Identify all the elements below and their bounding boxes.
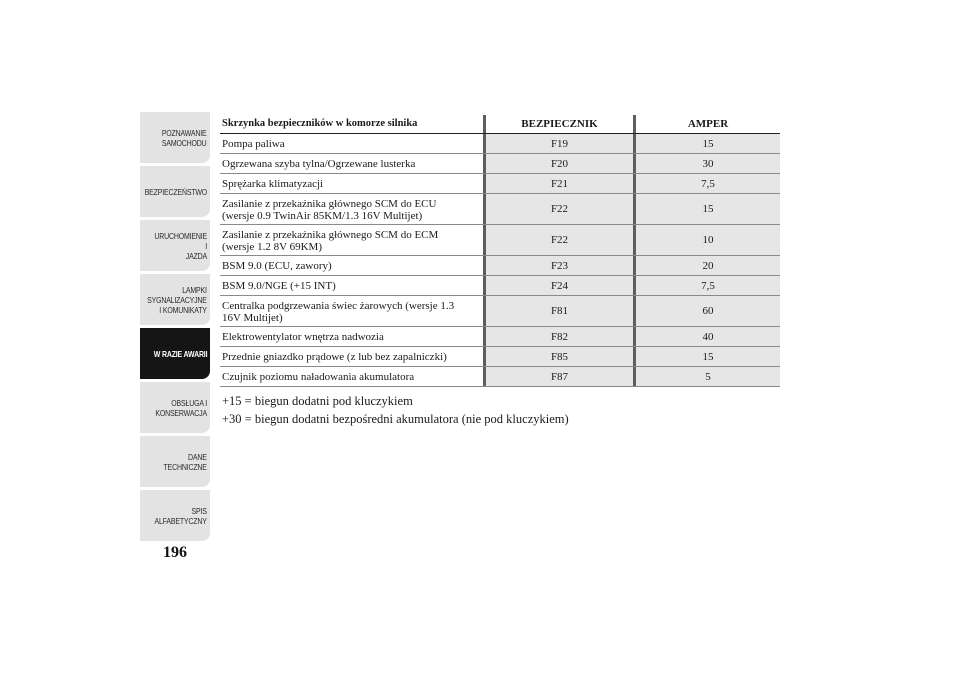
fuse-table [220,115,780,387]
row-name: BSM 9.0/NGE (+15 INT) [222,280,336,292]
row-amp: 7,5 [633,174,780,193]
table-row [220,174,780,194]
row-name: BSM 9.0 (ECU, zawory) [222,260,332,272]
row-fuse: F87 [483,367,633,386]
table-header-row [220,115,780,134]
row-fuse: F21 [483,174,633,193]
table-row [220,154,780,174]
row-name: Centralka podgrzewania świec żarowych (wersje 1.3 16V Multijet) [222,299,455,324]
header-fuse-box: Skrzynka bezpieczników w komorze silnika [220,115,483,133]
tab-uruchomienie-i-jazda[interactable]: URUCHOMIENIE I JAZDA [140,220,210,271]
tab-dane-techniczne[interactable]: DANE TECHNICZNE [140,436,210,487]
row-name: Sprężarka klimatyzacji [222,178,324,190]
row-name: Zasilanie z przekaźnika głównego SCM do ECU (wersje 0.9 TwinAir 85KM/1.3 16V Multijet) [222,197,437,222]
row-fuse: F81 [483,296,633,326]
row-fuse: F19 [483,134,633,153]
row-fuse: F22 [483,225,633,255]
row-fuse: F85 [483,347,633,366]
tab-obsluga-i-konserwacja[interactable]: OBSŁUGA I KONSERWACJA [140,382,210,433]
table-row [220,194,780,225]
tab-poznawanie-samochodu[interactable]: POZNAWANIE SAMOCHODU [140,112,210,163]
note-plus15: +15 = biegun dodatni pod kluczykiem [222,394,413,408]
note-plus30: +30 = biegun dodatni bezpośredni akumulatora (nie pod kluczykiem) [222,412,569,426]
table-row [220,347,780,367]
row-amp: 60 [633,296,780,326]
row-name: Pompa paliwa [222,138,285,150]
page-number: 196 [163,544,187,561]
legend-notes [222,392,569,428]
row-amp: 10 [633,225,780,255]
row-amp: 5 [633,367,780,386]
row-name: Zasilanie z przekaźnika głównego SCM do ECM (wersje 1.2 8V 69KM) [222,228,439,253]
tab-spis-alfabetyczny[interactable]: SPIS ALFABETYCZNY [140,490,210,541]
chapter-tabs [140,112,210,544]
row-fuse: F82 [483,327,633,346]
row-name: Czujnik poziomu naładowania akumulatora [222,371,415,383]
tab-bezpieczenstwo[interactable]: BEZPIECZEŃSTWO [140,166,210,217]
tab-w-razie-awarii[interactable]: W RAZIE AWARII [140,328,210,379]
row-name: Przednie gniazdko prądowe (z lub bez zapalniczki) [222,351,447,363]
row-name: Elektrowentylator wnętrza nadwozia [222,331,384,343]
table-row [220,225,780,256]
table-row [220,327,780,347]
row-fuse: F23 [483,256,633,275]
row-amp: 15 [633,134,780,153]
table-row [220,296,780,327]
row-amp: 30 [633,154,780,173]
row-amp: 15 [633,194,780,224]
row-fuse: F20 [483,154,633,173]
row-fuse: F24 [483,276,633,295]
tab-lampki-sygnalizacyjne[interactable]: LAMPKI SYGNALIZACYJNE I KOMUNIKATY [140,274,210,325]
header-amper: AMPER [633,115,780,133]
table-row [220,134,780,154]
table-row [220,367,780,387]
row-amp: 15 [633,347,780,366]
header-fuse: BEZPIECZNIK [483,115,633,133]
row-fuse: F22 [483,194,633,224]
row-amp: 40 [633,327,780,346]
table-row [220,276,780,296]
row-name: Ogrzewana szyba tylna/Ogrzewane lusterka [222,158,416,170]
row-amp: 20 [633,256,780,275]
table-row [220,256,780,276]
row-amp: 7,5 [633,276,780,295]
